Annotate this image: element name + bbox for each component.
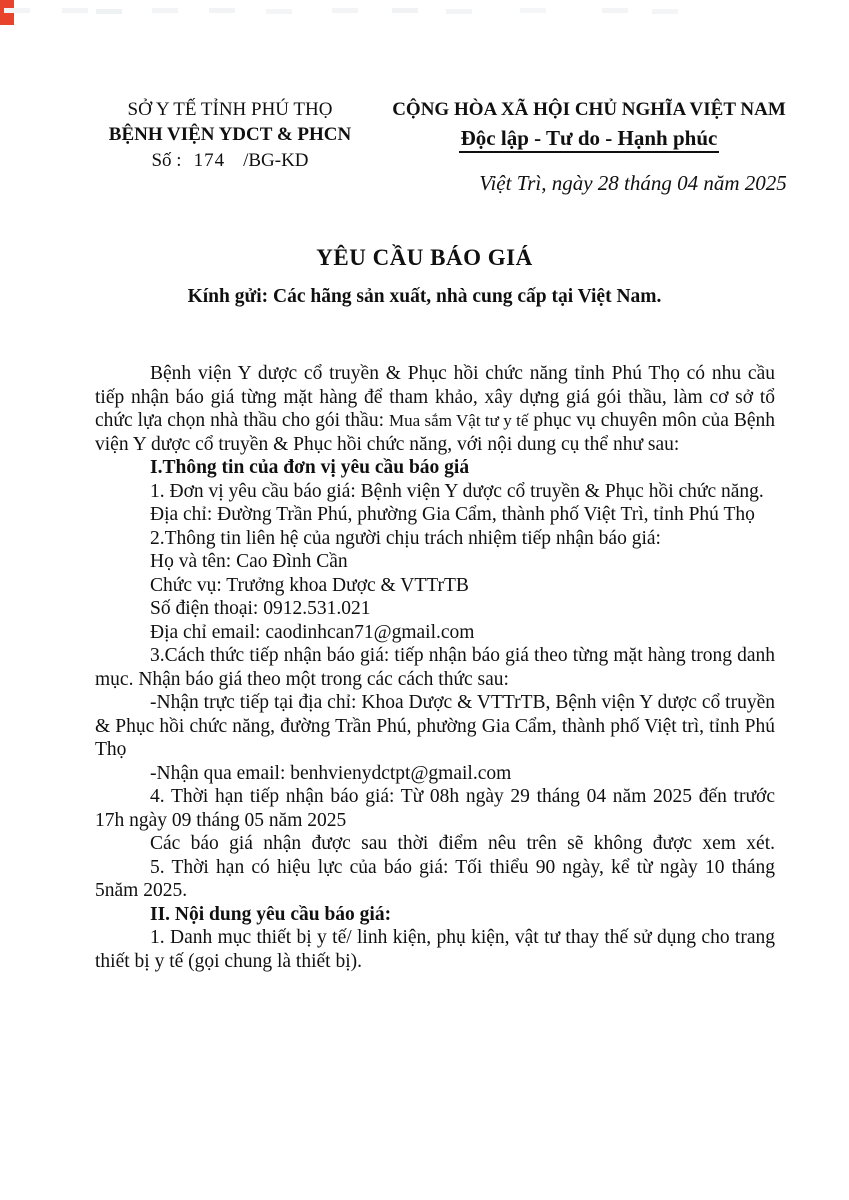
paragraph [95,762,775,786]
text-run: Họ và tên: Cao Đình Cần [150,551,348,572]
paragraph [95,362,775,456]
national-motto: Độc lập - Tư do - Hạnh phúc [459,126,720,153]
text-run: I.Thông tin của đơn vị yêu cầu báo giá [150,457,470,478]
paragraph [95,785,775,832]
issuer-department: SỞ Y TẾ TỈNH PHÚ THỌ [127,99,333,120]
paragraph [95,621,775,645]
paragraph [95,644,775,691]
issuer-block [90,97,370,196]
text-run: 5. Thời hạn có hiệu lực của báo giá: Tối thiểu 90 ngày, kể từ ngày 10 tháng 5năm 2025. [95,856,775,901]
text-run: 4. Thời hạn tiếp nhận báo giá: Từ 08h ngày 29 tháng 04 năm 2025 đến trước 17h ngày 09 tháng 05 năm 2025 [95,786,775,831]
text-run: II. Nội dung yêu cầu báo giá: [150,903,392,925]
text-run: phục vụ chuyên môn của Bệnh viện Y dược cổ truyền & Phục hồi chức năng, với nội dung cụ thể như sau: [95,410,776,455]
document-title: YÊU CẦU BÁO GIÁ [316,245,533,270]
section-heading [95,456,775,480]
paragraph [95,856,775,903]
paragraph [95,832,775,856]
text-run: 3.Cách thức tiếp nhận báo giá: tiếp nhận báo giá theo từng mặt hàng trong danh mục. Nhận báo giá theo một trong các cách thức sau: [95,645,775,690]
text-run: Địa chỉ email: caodinhcan71@gmail.com [150,621,475,643]
paragraph [95,503,775,527]
text-run: Mua sắm Vật tư y tế [389,411,529,430]
document-number-value: 174 [193,150,226,171]
paragraph [95,480,775,504]
paragraph [95,574,775,598]
issuer-hospital: BỆNH VIỆN YDCT & PHCN [108,124,352,145]
text-run: Số điện thoại: 0912.531.021 [150,598,371,619]
text-run: -Nhận qua email: benhvienydctpt@gmail.com [150,762,512,784]
dateline: Việt Trì, ngày 28 tháng 04 năm 2025 [479,171,787,195]
section-heading [95,903,775,927]
text-run: Chức vụ: Trưởng khoa Dược & VTTrTB [150,574,469,596]
text-run: 2.Thông tin liên hệ của người chịu trách nhiệm tiếp nhận báo giá: [150,527,661,549]
paragraph [95,597,775,621]
scan-noise [4,8,30,13]
document-header [0,0,849,196]
salutation: Kính gửi: Các hãng sản xuất, nhà cung cấp tại Việt Nam. [187,286,662,307]
text-run: 1. Danh mục thiết bị y tế/ linh kiện, phụ kiện, vật tư thay thế sử dụng cho trang thiết bị y tế (gọi chung là thiết bị). [95,927,775,972]
text-run: -Nhận trực tiếp tại địa chỉ: Khoa Dược & VTTrTB, Bệnh viện Y dược cổ truyền & Phục hồi chức năng, đường Trần Phú, phường Gia Cẩm, thành phố Việt trì, tỉnh Phú Thọ [95,692,775,760]
document-body [95,362,775,973]
paragraph [95,550,775,574]
document-number-suffix: /BG-KD [243,150,309,171]
text-run: Bệnh viện Y dược cổ truyền & Phục hồi chức năng tỉnh Phú Thọ có nhu cầu tiếp nhận báo giá từng mặt hàng để tham khảo, xây dựng giá gói thầu, làm cơ sở tổ chức lựa chọn nhà thầu cho gói thầu: [95,363,775,431]
text-run: Địa chỉ: Đường Trần Phú, phường Gia Cẩm, thành phố Việt Trì, tỉnh Phú Thọ [150,504,755,525]
paragraph [95,527,775,551]
paragraph [95,926,775,973]
motto-line [389,124,789,155]
document-number-line [90,148,370,173]
paragraph [95,691,775,762]
national-title: CỘNG HÒA XÃ HỘI CHỦ NGHĨA VIỆT NAM [392,99,786,120]
national-header-block [389,97,789,196]
text-run: 1. Đơn vị yêu cầu báo giá: Bệnh viện Y dược cổ truyền & Phục hồi chức năng. [150,480,764,502]
text-run: Các báo giá nhận được sau thời điểm nêu trên sẽ không được xem xét. [150,833,775,854]
document-number-label: Số : [151,150,182,171]
